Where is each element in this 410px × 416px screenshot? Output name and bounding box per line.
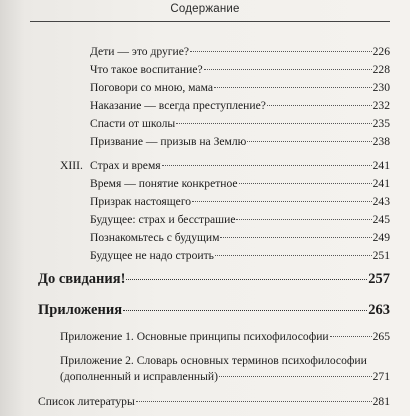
toc-entry-title: Будущее не надо строить	[90, 249, 214, 262]
toc-entry[interactable]	[90, 135, 390, 149]
toc-entry-title: Наказание — всегда преступление?	[90, 99, 266, 112]
toc-entry[interactable]	[90, 45, 390, 59]
dot-leader	[267, 105, 372, 106]
appendices-title: Приложения	[38, 302, 123, 318]
dot-leader	[126, 279, 367, 280]
toc-entry[interactable]	[90, 81, 390, 95]
dot-leader	[204, 69, 372, 70]
toc-entry-title: Что такое воспитание?	[90, 63, 203, 76]
dot-leader	[215, 255, 372, 256]
toc-entry-page: 245	[372, 213, 390, 226]
goodbye-page: 257	[368, 271, 390, 287]
toc-entry[interactable]	[90, 195, 390, 209]
goodbye-entry[interactable]	[38, 271, 390, 288]
toc-entry[interactable]	[90, 63, 390, 77]
dot-leader	[176, 123, 371, 124]
dot-leader	[219, 376, 372, 377]
dot-leader	[190, 51, 372, 52]
toc-entry-title: Спасти от школы	[90, 117, 176, 130]
toc-entry-page: 238	[372, 135, 390, 148]
dot-leader	[214, 87, 372, 88]
toc-entry-page: 249	[372, 231, 390, 244]
appendix-1-entry[interactable]	[60, 330, 390, 344]
appendices-page: 263	[368, 302, 390, 318]
bibliography-entry[interactable]	[38, 395, 390, 409]
goodbye-title: До свидания!	[38, 271, 126, 287]
chapter-entry[interactable]	[90, 159, 390, 173]
dot-leader	[236, 219, 371, 220]
toc-entry-title: Поговори со мною, мама	[90, 81, 213, 94]
running-header: Содержание	[170, 3, 240, 15]
toc-entry-page: 241	[372, 177, 390, 190]
toc-entry-title: Познакомьтесь с будущим	[90, 231, 220, 244]
toc-entry-page: 235	[372, 117, 390, 130]
toc-entry-title: Будущее: страх и бесстрашие	[90, 213, 236, 226]
dot-leader	[220, 237, 371, 238]
toc-entry-title: Призвание — призыв на Землю	[90, 135, 247, 148]
toc-entry[interactable]	[90, 99, 390, 113]
toc-entry[interactable]	[90, 249, 390, 263]
toc-entry[interactable]	[90, 213, 390, 227]
toc-entry-title: Дети — это другие?	[90, 45, 190, 58]
appendices-entry[interactable]	[38, 302, 390, 319]
dot-leader	[162, 165, 372, 166]
toc-entry-page: 232	[372, 99, 390, 112]
toc-entry-page: 243	[372, 195, 390, 208]
appendix-1-page: 265	[372, 330, 390, 343]
toc-entry-title: Призрак настоящего	[90, 195, 192, 208]
toc-entry-page: 230	[372, 81, 390, 94]
appendix-1-title: Приложение 1. Основные принципы психофилософии	[60, 330, 329, 343]
appendix-2-page: 271	[372, 370, 390, 383]
toc-entry[interactable]	[90, 177, 390, 191]
chapter-page: 241	[372, 159, 390, 172]
toc-entry[interactable]	[90, 231, 390, 245]
toc-entry-title: Время — понятие конкретное	[90, 177, 238, 190]
toc-entry-page: 228	[372, 63, 390, 76]
toc-entry-page: 251	[372, 249, 390, 262]
dot-leader	[123, 310, 367, 311]
dot-leader	[239, 183, 372, 184]
dot-leader	[330, 336, 372, 337]
header-rule	[30, 21, 390, 22]
toc-entry-page: 226	[372, 45, 390, 58]
chapter-number: XIII.	[60, 159, 83, 172]
appendix-2-title-line1[interactable]: Приложение 2. Словарь основных терминов психофилософии	[60, 354, 367, 367]
dot-leader	[136, 401, 372, 402]
appendix-2-entry[interactable]	[60, 370, 390, 384]
bibliography-page: 281	[372, 395, 390, 408]
appendix-2-title-line2: (дополненный и исправленный)	[60, 370, 218, 383]
bibliography-title: Список литературы	[38, 395, 135, 408]
toc-entry[interactable]	[90, 117, 390, 131]
dot-leader	[247, 141, 371, 142]
dot-leader	[192, 201, 372, 202]
chapter-title: Страх и время	[90, 159, 161, 172]
